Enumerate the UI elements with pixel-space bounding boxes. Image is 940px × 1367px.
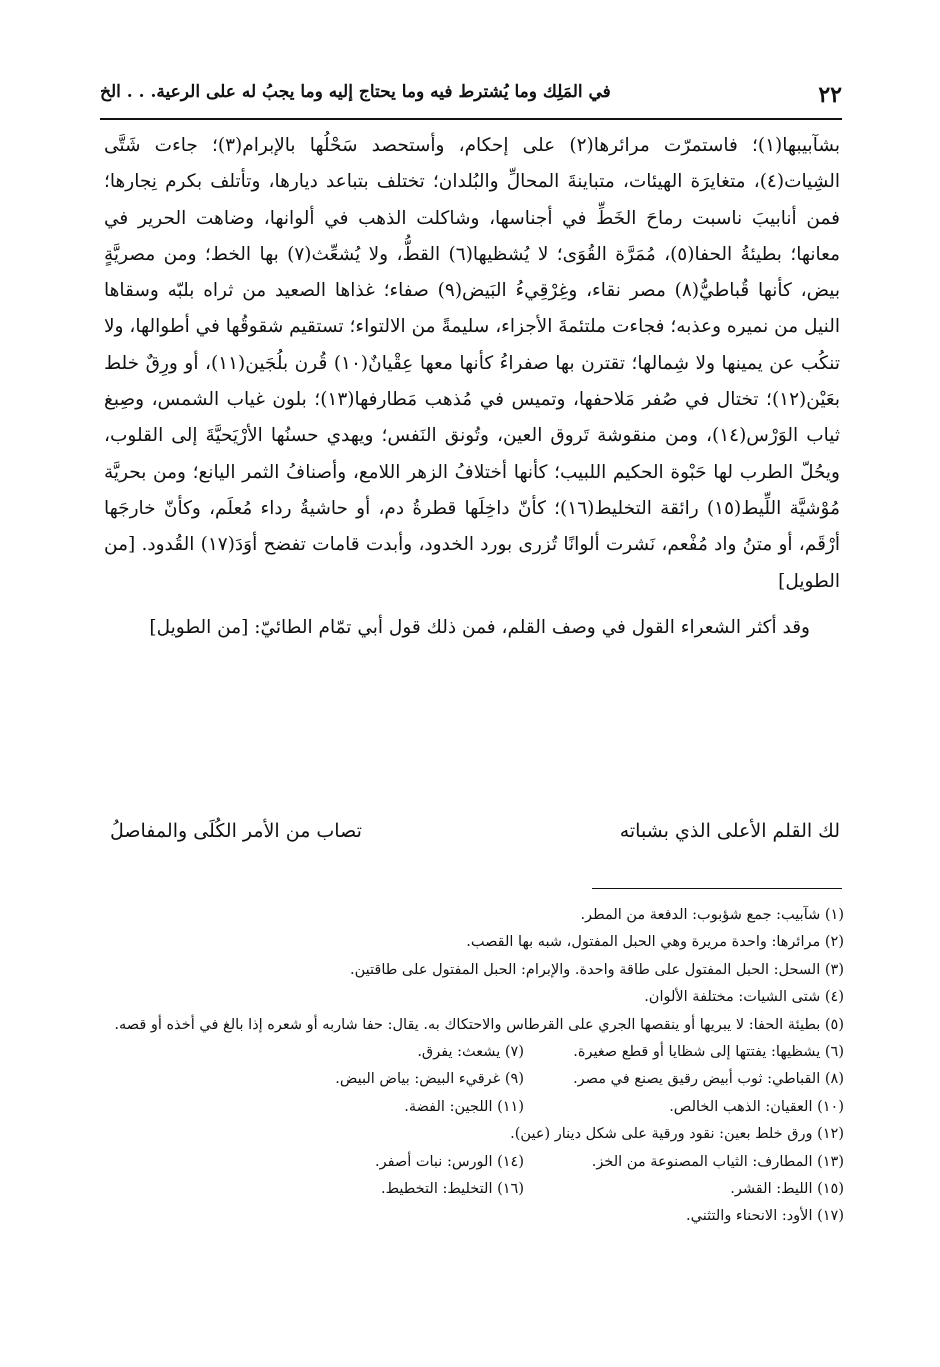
footnote-1: (١) شآبيب: جمع شؤبوب: الدفعة من المطر. bbox=[580, 907, 844, 923]
footnote-row bbox=[108, 984, 844, 1011]
footnote-row bbox=[108, 1012, 844, 1039]
footnote-row bbox=[108, 1176, 844, 1203]
footnote-row bbox=[108, 1121, 844, 1148]
footnote-7: (٧) يشعث: يفرق. bbox=[417, 1044, 524, 1061]
footnote-row bbox=[108, 929, 844, 956]
footnote-13: (١٣) المطارف: الثياب المصنوعة من الخز. bbox=[591, 1153, 844, 1170]
footnotes bbox=[108, 902, 844, 1231]
footnote-2: (٢) مرائرها: واحدة مريرة وهي الحبل المفتول، شبه بها القصب. bbox=[466, 934, 844, 951]
footnote-15: (١٥) الليط: القشر. bbox=[730, 1181, 844, 1198]
footnote-row bbox=[108, 957, 844, 984]
footnote-row bbox=[108, 1066, 844, 1093]
footnote-row bbox=[108, 1094, 844, 1121]
footnote-11: (١١) اللجين: الفضة. bbox=[404, 1098, 524, 1115]
footnote-row bbox=[108, 1039, 844, 1066]
paragraph-poets-intro: وقد أكثر الشعراء القول في وصف القلم، فمن ذلك قول أبي تمّام الطائيّ: [من الطويل] bbox=[149, 616, 810, 638]
header-rule bbox=[100, 118, 842, 120]
footnote-14: (١٤) الورس: نبات أصفر. bbox=[374, 1153, 524, 1170]
paragraph-pens-description: بشآبيبها(١)؛ فاستمرّت مرائرها(٢) على إحكام، وأستحصد سَحْلُها بالإبرام(٣)؛ جاءت شَتَّى الشِيات(٤)، متغايرَة الهيئات، متباينةَ المحالِّ والبُلدان؛ تختلف بتباعد ديارها، وتأتلف بكرم نِجارها؛ فمن أنابيبَ ناسبت رماحَ الخَطِّ في أجناسها، وشاكلت الذهب في ألوانها، وضاهت الحرير في معانها؛ بطيئةُ الحفا(٥)، مُمَرَّة القُوَى؛ لا يُشظيها(٦) القطُّ، ولا يُشعِّث(٧) بها الخط؛ ومن مصريَّةٍ بيض، كأنها قُباطيُّ(٨) مصر نقاء، وغِرْقِيءُ البَيض(٩) صفاء؛ غذاها الصعيد من ثراه بلبّه وسقاها النيل من نميره وعذبه؛ فجاءت ملتئمةَ الأجزاء، سليمةً من الالتواء؛ تستقيم شقوقُها في أطوالها، ولا تنكُب عن يمينها ولا شِمالها؛ تقترن بها صفراءُ كأنها معها عِقْيانٌ(١٠) قُرن بلُجَين(١١)، أو ورِقٌ خلط بعَيْن(١٢)؛ تختال في صُفر مَلاحفها، وتميس في مُذهب مَطارفها(١٣)؛ بلون غياب الشمس، وصِبغ ثياب الوَرْس(١٤)، ومن منقوشة تَروق العين، وتُونق النَفس؛ ويهدي حسنُها الأرْيَحيَّةَ إلى القلوب، ويحُلّ الطرب لها حَبْوة الحكيم اللبيب؛ كأنها أختلافُ الزهر اللامع، وأصنافُ الثمر اليانع؛ ومن بحريَّة مُوْشيَّة اللِّيط(١٥) رائقة التخليط(١٦)؛ كأنّ داخِلَها قطرةُ دم، أو حاشيةُ رداء مُعلَم، وكأنّ خارجَها أرْقَم، أو متنُ واد مُفْعم، نَشرت ألوانًا تُزرى بورد الخدود، وأبدت قامات تفضح أوَدَ(١٧) القُدود. [من الطويل] bbox=[104, 135, 841, 592]
footnote-6: (٦) يشظيها: يفتتها إلى شظايا أو قطع صغيرة. bbox=[573, 1044, 844, 1061]
main-text bbox=[104, 128, 840, 646]
page-header bbox=[100, 82, 842, 116]
verse-second-hemistich: تصاب من الأمر الكُلَى والمفاصلُ bbox=[110, 820, 362, 842]
footnote-5: (٥) بطيئة الحفا: لا يبريها أو ينقصها الجري على القرطاس والاحتكاك به. يقال: حفا شاربه أو شعره إذا بالغ في أخذه أو قصه. bbox=[114, 1016, 844, 1033]
footnote-row bbox=[108, 1203, 844, 1230]
footnote-8: (٨) القباطي: ثوب أبيض رقيق يصنع في مصر. bbox=[573, 1071, 844, 1088]
running-title: في المَلِك وما يُشترط فيه وما يحتاج إليه وما يجبُ له على الرعية. . . الخ bbox=[100, 82, 611, 102]
footnote-4: (٤) شتى الشيات: مختلفة الألوان. bbox=[644, 989, 844, 1006]
footnote-9: (٩) غرقيء البيض: بياض البيض. bbox=[335, 1071, 524, 1088]
footnote-10: (١٠) العقيان: الذهب الخالص. bbox=[669, 1098, 844, 1115]
poem-verse bbox=[110, 820, 840, 860]
footnote-17: (١٧) الأود: الانحناء والتثني. bbox=[686, 1208, 844, 1225]
footnote-12: (١٢) ورق خلط بعين: نقود ورقية على شكل دينار (عين). bbox=[510, 1126, 844, 1143]
footnote-row bbox=[108, 902, 844, 929]
page-number: ٢٢ bbox=[818, 82, 842, 108]
verse-first-hemistich: لك القلم الأعلى الذي بشباته bbox=[619, 820, 840, 842]
footnote-3: (٣) السحل: الحبل المفتول على طاقة واحدة. والإبرام: الحبل المفتول على طاقتين. bbox=[350, 961, 844, 978]
footnote-separator bbox=[592, 888, 842, 889]
footnote-16: (١٦) التخليط: التخطيط. bbox=[381, 1181, 524, 1198]
footnote-row bbox=[108, 1149, 844, 1176]
